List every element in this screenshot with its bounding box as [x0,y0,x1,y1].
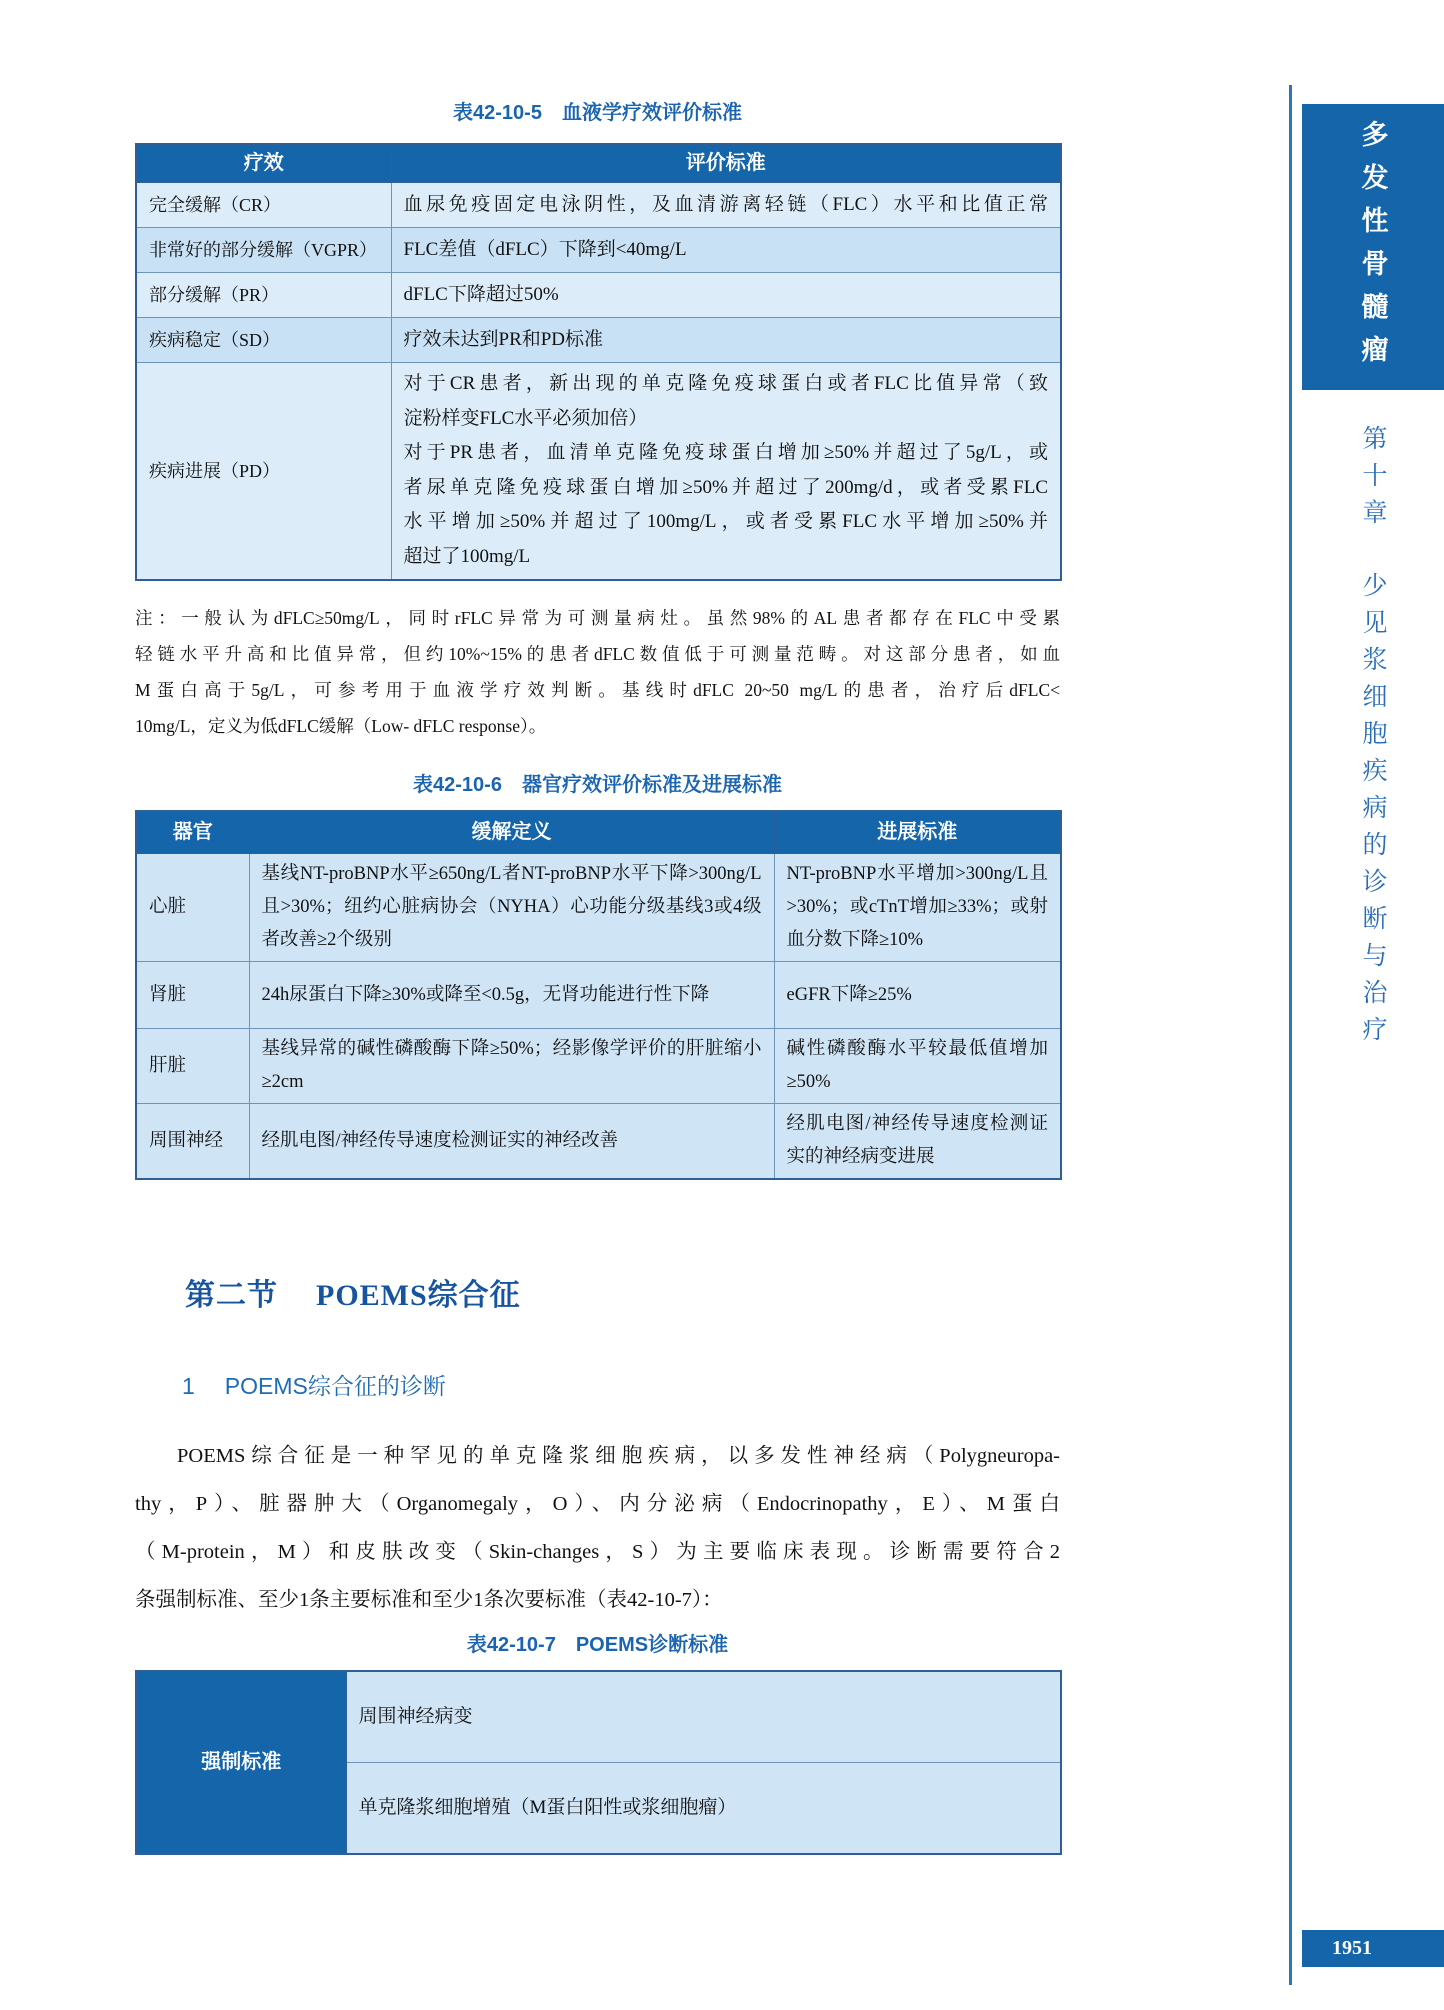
table2-col-header-organ: 器官 [136,811,249,854]
section-number: 第二节 [185,1279,278,1312]
chapter-title: 少见浆细胞疾病的诊断与治疗 [1359,572,1386,1053]
table1-hematologic-criteria [135,143,1062,581]
sidebar-tab [1302,104,1444,390]
table1-row-label: 完全缓解（CR） [136,183,391,228]
table2-organ: 肝脏 [136,1029,249,1104]
table2-remission: 24h尿蛋白下降≥30%或降至<0.5g，无肾功能进行性下降 [249,962,774,1029]
table1-row-criteria: FLC差值（dFLC）下降到<40mg/L [391,228,1061,273]
table1-col-header-criteria: 评价标准 [391,144,1061,183]
paragraph-line: （M-protein，M）和皮肤改变（Skin-changes，S）为主要临床表现。诊断需要符合2 [135,1541,1060,1563]
table1-row-criteria: 血尿免疫固定电泳阴性，及血清游离轻链（FLC）水平和比值正常 [391,183,1061,228]
table2-col-header-remission: 缓解定义 [249,811,774,854]
intro-paragraph [135,1432,1060,1624]
table3-title: 表42-10-7 POEMS诊断标准 [466,1634,729,1656]
table1-row-criteria: 疗效未达到PR和PD标准 [391,318,1061,363]
pd-criteria-line: 对于CR患者，新出现的单克隆免疫球蛋白或者FLC比值异常（致 [403,373,1048,395]
pd-criteria-line: 水平增加≥50%并超过了100mg/L，或者受累FLC水平增加≥50%并 [403,511,1048,533]
pd-criteria-line: 超过了100mg/L [403,545,531,567]
table2-title: 表42-10-6 器官疗效评价标准及进展标准 [413,774,782,796]
table1-row-label: 非常好的部分缓解（VGPR） [136,228,391,273]
table3-criterion: 单克隆浆细胞增殖（M蛋白阳性或浆细胞瘤） [346,1762,1061,1854]
table2-progression: 经肌电图/神经传导速度检测证实的神经病变进展 [774,1104,1061,1180]
table2-organ: 心脏 [136,854,249,962]
paragraph-line: 条强制标准、至少1条主要标准和至少1条次要标准（表42-10-7）： [135,1589,723,1611]
table2-organ: 肾脏 [136,962,249,1029]
table1-col-header-efficacy: 疗效 [136,144,391,183]
sidebar-divider-line [1289,85,1292,1985]
subsection-title: POEMS综合征的诊断 [224,1373,446,1399]
paragraph-line: thy，P）、脏器肿大（Organomegaly，O）、内分泌病（Endocrinopathy，E）、M蛋白 [135,1493,1060,1515]
footnote-line: 10mg/L，定义为低dFLC缓解（Low- dFLC response）。 [135,716,547,736]
footnote-line: 注：一般认为dFLC≥50mg/L，同时rFLC异常为可测量病灶。虽然98%的AL患者都存在FLC中受累 [135,608,1060,628]
pd-criteria-line: 者尿单克隆免疫球蛋白增加≥50%并超过了200mg/d，或者受累FLC [403,476,1048,498]
table1-row-criteria: dFLC下降超过50% [391,273,1061,318]
table2-progression: 碱性磷酸酶水平较最低值增加≥50% [774,1029,1061,1104]
table2-progression: NT-proBNP水平增加>300ng/L且>30%；或cTnT增加≥33%；或射血分数下降≥10% [774,854,1061,962]
table2-progression: eGFR下降≥25% [774,962,1061,1029]
table1-footnote [135,600,1060,744]
pd-criteria-line: 淀粉样变FLC水平必须加倍） [403,407,648,429]
table3-criterion: 周围神经病变 [346,1671,1061,1762]
page-number: 1951 [1332,1937,1372,1959]
table2-organ: 周围神经 [136,1104,249,1180]
table2-organ-criteria [135,810,1062,1180]
paragraph-line: POEMS综合征是一种罕见的单克隆浆细胞疾病，以多发性神经病（Polygneuropa- [177,1445,1060,1467]
table3-mandatory-header: 强制标准 [136,1671,346,1854]
chapter-number: 第十章 [1359,425,1386,536]
footnote-line: 轻链水平升高和比值异常，但约10%~15%的患者dFLC数值低于可测量范畴。对这部分患者，如血 [135,644,1060,664]
table2-remission: 经肌电图/神经传导速度检测证实的神经改善 [249,1104,774,1180]
section-heading [185,1270,521,1314]
table1-title: 表42-10-5 血液学疗效评价标准 [453,102,742,124]
table2-col-header-progression: 进展标准 [774,811,1061,854]
sidebar-tab-title: 多发性骨髓瘤 [1357,120,1388,378]
page-number-badge [1302,1930,1444,1967]
footnote-line: M蛋白高于5g/L，可参考用于血液学疗效判断。基线时dFLC 20~50 mg/L的患者，治疗后dFLC< [135,680,1060,700]
table1-row-label: 部分缓解（PR） [136,273,391,318]
sidebar-chapter [1322,425,1422,1125]
table1-row-label: 疾病稳定（SD） [136,318,391,363]
pd-criteria-line: 对于PR患者，血清单克隆免疫球蛋白增加≥50%并超过了5g/L，或 [403,442,1048,464]
section-title: POEMS综合征 [316,1279,521,1312]
table2-remission: 基线NT-proBNP水平≥650ng/L者NT-proBNP水平下降>300ng/L且>30%；纽约心脏病协会（NYHA）心功能分级基线3或4级者改善≥2个级别 [249,854,774,962]
table3-poems-criteria [135,1670,1062,1855]
table1-row-label-pd: 疾病进展（PD） [136,363,391,580]
table2-remission: 基线异常的碱性磷酸酶下降≥50%；经影像学评价的肝脏缩小≥2cm [249,1029,774,1104]
subsection-heading [182,1368,446,1401]
subsection-number: 1 [182,1373,195,1399]
